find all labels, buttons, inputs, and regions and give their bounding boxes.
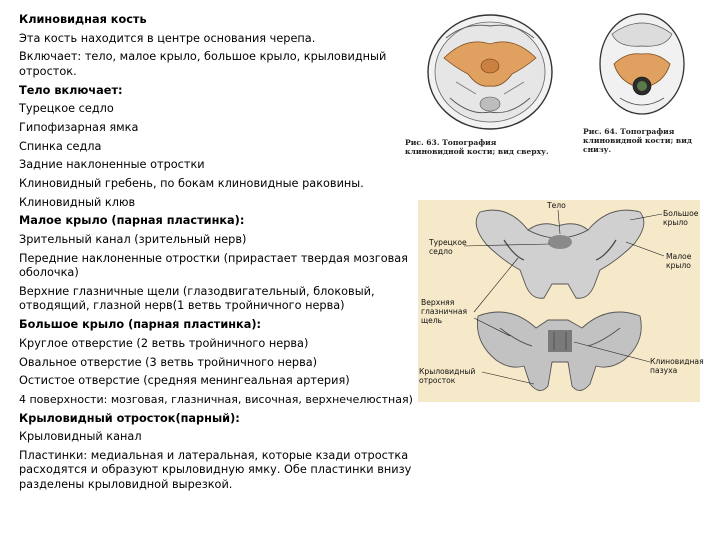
label-superior-orbital-fissure: Верхняя глазничная щель: [421, 298, 468, 325]
line-2: Включает: тело, малое крыло, большое крыло, крыловидный отросток.: [19, 50, 387, 78]
label-pterygoid-process: Крыловидный отросток: [419, 367, 476, 385]
label-sella: Турецкое седло: [429, 238, 467, 256]
label-greater-wing: Большое крыло: [663, 209, 699, 227]
skull-top-view-illustration: [416, 8, 598, 130]
line-15: Круглое отверстие (2 ветвь тройничного нерва): [19, 336, 309, 350]
line-5: Гипофизарная ямка: [19, 120, 139, 134]
line-1: Эта кость находится в центре основания черепа.: [19, 31, 316, 45]
line-17: Остистое отверстие (средняя менингеальная артерия): [19, 374, 350, 388]
label-sphenoid-sinus: Клиновидная пазуха: [650, 357, 704, 375]
line-11: Зрительный канал (зрительный нерв): [19, 233, 247, 247]
skull-bottom-view-illustration: [592, 8, 692, 120]
text-column: [19, 13, 419, 497]
line-16: Овальное отверстие (3 ветвь тройничного нерва): [19, 355, 318, 369]
line-10: Малое крыло (парная пластинка):: [19, 214, 245, 228]
line-21: Пластинки: медиальная и латеральная, которые кзади отростка расходятся и образуют крыловидную ямку. Обе пластинки внизу разделены крыловидной вырезкой.: [19, 448, 412, 491]
line-20: Крыловидный канал: [19, 430, 142, 444]
label-body: Тело: [547, 201, 566, 210]
leader-lines: [418, 200, 700, 402]
figure-64-caption: Рис. 64. Топография клиновидной кости; вид снизу.: [583, 127, 692, 154]
line-6: Спинка седла: [19, 139, 102, 153]
label-lesser-wing: Малое крыло: [666, 252, 692, 270]
line-4: Турецкое седло: [19, 102, 114, 116]
line-7: Задние наклоненные отростки: [19, 158, 205, 172]
line-9: Клиновидный клюв: [19, 195, 136, 209]
line-14: Большое крыло (парная пластинка):: [19, 318, 262, 332]
line-0: Клиновидная кость: [19, 13, 147, 26]
figure-63-caption: Рис. 63. Топография клиновидной кости; вид сверху.: [405, 138, 549, 156]
line-13: Верхние глазничные щели (глазодвигательный, блоковый, отводящий, глазной нерв(1 ветвь тройничного нерва): [19, 284, 375, 313]
line-18: 4 поверхности: мозговая, глазничная, височная, верхнечелюстная): [19, 392, 413, 406]
line-12: Передние наклоненные отростки (прирастает твердая мозговая оболочка): [19, 251, 408, 280]
line-3: Тело включает:: [19, 83, 123, 97]
line-8: Клиновидный гребень, по бокам клиновидные раковины.: [19, 177, 364, 190]
line-19: Крыловидный отросток(парный):: [19, 411, 240, 425]
